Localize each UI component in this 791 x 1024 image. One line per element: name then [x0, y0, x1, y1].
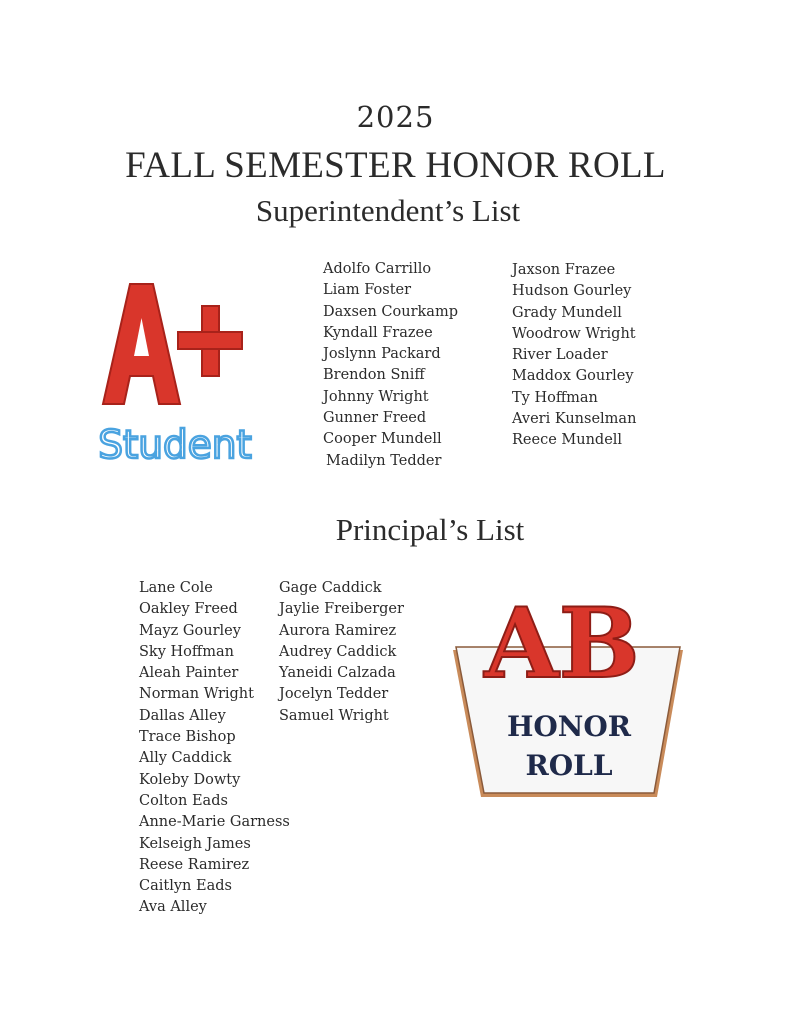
- list-item: Yaneidi Calzada: [279, 665, 396, 682]
- list-item: Dallas Alley: [139, 707, 226, 724]
- list-item: Kyndall Frazee: [323, 324, 433, 341]
- list-item: Adolfo Carrillo: [323, 261, 432, 277]
- list-item: Grady Mundell: [512, 304, 622, 321]
- list-item: Ally Caddick: [139, 750, 232, 767]
- ab-honor-roll-icon: [450, 585, 686, 800]
- list-item: Aurora Ramirez: [279, 622, 397, 639]
- list-item: Oakley Freed: [139, 601, 238, 618]
- year-heading: 2025: [356, 100, 435, 134]
- list-item: Maddox Gourley: [512, 368, 634, 385]
- list-item: Sky Hoffman: [139, 643, 234, 660]
- superintendents-list-column-2: [512, 260, 636, 452]
- list-item: Mayz Gourley: [139, 622, 241, 639]
- principals-list-heading: Principal’s List: [335, 512, 525, 547]
- list-item: Reese Ramirez: [139, 856, 250, 873]
- list-item: Averi Kunselman: [512, 411, 637, 428]
- list-item: Gage Caddick: [279, 580, 382, 596]
- list-item: Cooper Mundell: [323, 431, 442, 448]
- ab-letters: AB: [484, 587, 640, 700]
- list-item: Ava Alley: [139, 899, 207, 916]
- list-item: Brendon Sniff: [323, 367, 425, 384]
- list-item: River Loader: [512, 347, 608, 364]
- superintendents-list-column-1: [323, 259, 458, 472]
- list-item: Gunner Freed: [323, 410, 427, 427]
- list-item: Johnny Wright: [323, 388, 429, 405]
- superintendents-list-heading: Superintendent’s List: [255, 193, 521, 228]
- list-item: Joslynn Packard: [323, 346, 441, 363]
- list-item: Ty Hoffman: [512, 389, 598, 406]
- list-item: Liam Foster: [323, 282, 412, 299]
- honor-text: HONOR: [506, 710, 632, 743]
- list-item: Jocelyn Tedder: [279, 686, 389, 703]
- list-item: Colton Eads: [139, 792, 228, 809]
- list-item: Samuel Wright: [279, 707, 389, 724]
- list-item: Lane Cole: [139, 580, 213, 596]
- list-item: Koleby Dowty: [139, 771, 241, 788]
- a-plus-student-icon: [95, 272, 255, 472]
- roll-text: ROLL: [525, 749, 613, 782]
- list-item: Daxsen Courkamp: [323, 303, 458, 320]
- list-item: Audrey Caddick: [279, 643, 397, 660]
- list-item: Woodrow Wright: [512, 325, 636, 342]
- list-item: Jaylie Freiberger: [279, 601, 404, 618]
- a-plus-caption: Student: [98, 423, 252, 468]
- list-item: Hudson Gourley: [512, 283, 632, 300]
- list-item: Caitlyn Eads: [139, 878, 232, 895]
- list-item: Jaxson Frazee: [512, 262, 616, 278]
- page-title: FALL SEMESTER HONOR ROLL: [125, 145, 666, 186]
- principals-list-column-2: [279, 578, 404, 727]
- list-item: Trace Bishop: [139, 729, 236, 746]
- list-item: Reece Mundell: [512, 432, 623, 449]
- list-item: Kelseigh James: [139, 835, 251, 852]
- list-item: Norman Wright: [139, 686, 254, 703]
- list-item: Anne-Marie Garness: [139, 814, 290, 831]
- principals-list-column-1: [139, 578, 290, 919]
- list-item: Madilyn Tedder: [326, 452, 442, 469]
- list-item: Aleah Painter: [139, 665, 239, 682]
